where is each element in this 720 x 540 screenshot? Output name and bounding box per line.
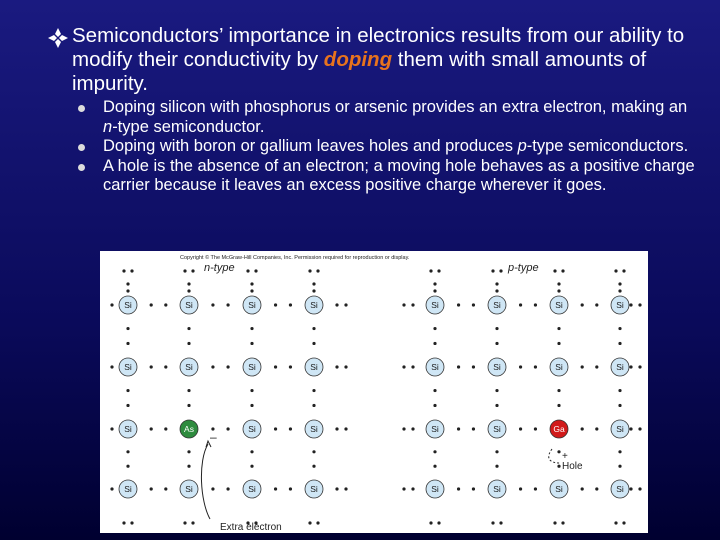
hole-label: Hole <box>562 461 583 472</box>
electron-dot <box>495 389 498 392</box>
electron-dot <box>472 487 475 490</box>
electron-arrow <box>201 444 210 519</box>
electron-dot <box>411 487 414 490</box>
atom-label: Si <box>616 424 624 435</box>
electron-dot <box>437 521 440 524</box>
electron-dot <box>316 269 319 272</box>
electron-dot <box>614 269 617 272</box>
electron-dot <box>164 427 167 430</box>
electron-dot <box>622 269 625 272</box>
electron-dot <box>289 365 292 368</box>
atom-label: Si <box>185 484 193 495</box>
electron-dot <box>618 465 621 468</box>
electron-dot <box>557 465 560 468</box>
copyright-notice: Copyright © The McGraw-Hill Companies, Inc. Permission required for reproduction or display. <box>180 255 410 261</box>
electron-dot <box>433 342 436 345</box>
electron-dot <box>126 450 129 453</box>
electron-dot <box>254 269 257 272</box>
electron-dot <box>289 427 292 430</box>
electron-dot <box>534 303 537 306</box>
electron-dot <box>226 427 229 430</box>
electron-dot <box>316 521 319 524</box>
n-type-lattice <box>110 269 347 524</box>
electron-dot <box>472 427 475 430</box>
electron-dot <box>191 269 194 272</box>
electron-dot <box>110 365 113 368</box>
electron-dot <box>433 327 436 330</box>
electron-dot <box>638 487 641 490</box>
electron-dot <box>335 487 338 490</box>
atom-label: Si <box>248 484 256 495</box>
hole-plus-sign: + <box>562 451 568 462</box>
electron-dot <box>618 404 621 407</box>
electron-dot <box>618 327 621 330</box>
electron-dot <box>495 404 498 407</box>
electron-dot <box>411 303 414 306</box>
electron-dot <box>183 269 186 272</box>
sub-bullet-text: Doping with boron or gallium leaves holes and produces <box>103 137 518 155</box>
electron-dot <box>622 521 625 524</box>
electron-dot <box>250 450 253 453</box>
sub-bullet-text-end: -type semiconductor. <box>112 117 265 136</box>
atom-label: Si <box>431 362 439 373</box>
electron-dot <box>250 389 253 392</box>
electron-dot <box>433 465 436 468</box>
electron-dot <box>499 521 502 524</box>
electron-dot <box>495 342 498 345</box>
electron-dot <box>491 521 494 524</box>
electron-dot <box>618 342 621 345</box>
electron-dot <box>629 303 632 306</box>
electron-dot <box>110 427 113 430</box>
electron-dot <box>187 450 190 453</box>
electron-dot <box>629 487 632 490</box>
electron-dot <box>411 427 414 430</box>
electron-dot <box>629 365 632 368</box>
electron-dot <box>250 465 253 468</box>
electron-dot <box>495 282 498 285</box>
electron-dot <box>581 303 584 306</box>
sub-bullet-text: A hole is the absence of an electron; a moving hole behaves as a positive charge carrier because it leaves an excess positive charge wherever it goes. <box>103 156 695 194</box>
electron-dot <box>312 465 315 468</box>
electron-dot <box>150 303 153 306</box>
electron-dot <box>164 365 167 368</box>
atom-label: Si <box>493 362 501 373</box>
electron-dot <box>557 327 560 330</box>
p-type-lattice <box>402 269 641 524</box>
atom-label: Si <box>431 300 439 311</box>
electron-dot <box>312 289 315 292</box>
p-type-title: p-type <box>508 262 539 274</box>
electron-dot <box>553 269 556 272</box>
electron-dot <box>126 282 129 285</box>
atom-label: Si <box>493 300 501 311</box>
electron-dot <box>638 427 641 430</box>
sub-bullet-list <box>76 98 696 196</box>
hole-annotation <box>549 449 583 472</box>
electron-dot <box>581 365 584 368</box>
electron-dot <box>191 521 194 524</box>
atom-label: Si <box>493 484 501 495</box>
electron-dot <box>472 303 475 306</box>
electron-dot <box>614 521 617 524</box>
extra-electron-label: Extra electron <box>220 522 282 533</box>
electron-dot <box>335 365 338 368</box>
electron-dot <box>557 404 560 407</box>
atom-label: Si <box>124 484 132 495</box>
electron-dot <box>130 521 133 524</box>
atom-label: Si <box>248 300 256 311</box>
extra-electron-annotation <box>201 430 281 533</box>
electron-dot <box>126 465 129 468</box>
electron-dot <box>226 487 229 490</box>
electron-dot <box>595 365 598 368</box>
sub-bullet-text-end: -type semiconductors. <box>526 137 689 155</box>
electron-dot <box>250 404 253 407</box>
atom-label: Si <box>555 362 563 373</box>
electron-dot <box>557 389 560 392</box>
electron-dot <box>312 342 315 345</box>
atom-label: Si <box>431 424 439 435</box>
electron-dot <box>187 342 190 345</box>
dopant-label: Ga <box>553 424 565 435</box>
electron-dot <box>402 365 405 368</box>
electron-dot <box>250 289 253 292</box>
electron-dot <box>429 521 432 524</box>
atom-label: Si <box>248 362 256 373</box>
electron-dot <box>411 365 414 368</box>
electron-dot <box>595 427 598 430</box>
sub-bullet-hole <box>76 157 696 196</box>
electron-dot <box>126 327 129 330</box>
dopant-label: As <box>184 424 194 435</box>
electron-dot <box>187 389 190 392</box>
electron-dot <box>183 521 186 524</box>
electron-dot <box>561 521 564 524</box>
electron-dot <box>495 450 498 453</box>
atom-label: Si <box>124 424 132 435</box>
electron-dot <box>110 303 113 306</box>
electron-dot <box>211 487 214 490</box>
electron-dot <box>457 365 460 368</box>
electron-dot <box>335 303 338 306</box>
electron-dot <box>335 427 338 430</box>
electron-dot <box>457 487 460 490</box>
electron-dot <box>312 404 315 407</box>
electron-dot <box>402 487 405 490</box>
electron-dot <box>557 342 560 345</box>
electron-dot <box>150 427 153 430</box>
electron-dot <box>126 404 129 407</box>
doping-lattice-figure <box>100 251 648 533</box>
electron-dot <box>618 450 621 453</box>
electron-dot <box>250 282 253 285</box>
main-bullet-text <box>72 24 702 96</box>
electron-dot <box>561 269 564 272</box>
electron-dot <box>211 365 214 368</box>
electron-dot <box>472 365 475 368</box>
electron-dot <box>433 282 436 285</box>
electron-dot <box>187 465 190 468</box>
electron-dot <box>495 327 498 330</box>
electron-dot <box>402 427 405 430</box>
electron-dot <box>433 404 436 407</box>
electron-dot <box>308 269 311 272</box>
electron-dot <box>581 487 584 490</box>
electron-dot <box>429 269 432 272</box>
atom-label: Si <box>616 484 624 495</box>
electron-dot <box>581 427 584 430</box>
electron-dot <box>126 289 129 292</box>
electron-dot <box>433 289 436 292</box>
electron-dot <box>457 303 460 306</box>
atom-label: Si <box>124 362 132 373</box>
electron-dot <box>557 282 560 285</box>
electron-minus-sign: – <box>210 430 217 444</box>
doping-emphasis: doping <box>323 48 393 71</box>
electron-dot <box>246 269 249 272</box>
electron-dot <box>211 303 214 306</box>
electron-dot <box>499 269 502 272</box>
atom-label: Si <box>310 484 318 495</box>
electron-dot <box>130 269 133 272</box>
lattice-diagram <box>100 251 648 533</box>
bullet-dot-icon <box>78 105 85 112</box>
electron-dot <box>226 365 229 368</box>
electron-dot <box>274 427 277 430</box>
electron-dot <box>187 289 190 292</box>
electron-dot <box>618 282 621 285</box>
sub-bullet-text: Doping silicon with phosphorus or arsenic provides an extra electron, making an <box>103 98 688 116</box>
atom-label: Si <box>555 484 563 495</box>
electron-dot <box>289 303 292 306</box>
main-text-after: them with small amounts of impurity. <box>72 48 647 95</box>
atom-label: Si <box>431 484 439 495</box>
electron-dot <box>344 487 347 490</box>
electron-dot <box>519 365 522 368</box>
electron-dot <box>312 282 315 285</box>
electron-dot <box>638 303 641 306</box>
electron-dot <box>110 487 113 490</box>
sub-bullet-italic: p <box>517 137 527 155</box>
electron-dot <box>164 303 167 306</box>
bullet-dot-icon <box>78 144 85 151</box>
electron-dot <box>433 450 436 453</box>
electron-dot <box>187 404 190 407</box>
electron-dot <box>534 365 537 368</box>
electron-dot <box>638 365 641 368</box>
electron-dot <box>164 487 167 490</box>
electron-dot <box>122 521 125 524</box>
atom-label: Si <box>555 300 563 311</box>
sub-bullet-p-type <box>76 137 696 157</box>
electron-dot <box>553 521 556 524</box>
electron-dot <box>519 303 522 306</box>
diamond-bullet-icon <box>46 26 70 50</box>
electron-dot <box>250 342 253 345</box>
atom-label: Si <box>124 300 132 311</box>
atom-label: Si <box>185 300 193 311</box>
electron-dot <box>491 269 494 272</box>
electron-dot <box>344 303 347 306</box>
electron-dot <box>344 365 347 368</box>
electron-dot <box>557 450 560 453</box>
electron-dot <box>519 427 522 430</box>
electron-dot <box>344 427 347 430</box>
electron-dot <box>595 303 598 306</box>
electron-dot <box>629 427 632 430</box>
electron-dot <box>495 465 498 468</box>
n-type-title: n-type <box>204 262 235 274</box>
electron-dot <box>618 289 621 292</box>
bullet-dot-icon <box>78 164 85 171</box>
electron-dot <box>433 389 436 392</box>
electron-dot <box>312 389 315 392</box>
electron-dot <box>618 389 621 392</box>
electron-dot <box>402 303 405 306</box>
electron-dot <box>274 487 277 490</box>
electron-dot <box>226 303 229 306</box>
electron-dot <box>274 365 277 368</box>
electron-dot <box>495 289 498 292</box>
electron-dot <box>126 342 129 345</box>
electron-dot <box>187 282 190 285</box>
electron-dot <box>122 269 125 272</box>
atom-label: Si <box>248 424 256 435</box>
electron-dot <box>308 521 311 524</box>
electron-dot <box>274 303 277 306</box>
atom-label: Si <box>616 362 624 373</box>
electron-dot <box>557 289 560 292</box>
electron-dot <box>519 487 522 490</box>
atom-label: Si <box>310 424 318 435</box>
electron-dot <box>250 327 253 330</box>
electron-dot <box>150 365 153 368</box>
atom-label: Si <box>310 300 318 311</box>
electron-dot <box>534 427 537 430</box>
atom-label: Si <box>185 362 193 373</box>
electron-dot <box>289 487 292 490</box>
electron-dot <box>312 450 315 453</box>
sub-bullet-italic: n <box>103 117 113 136</box>
electron-dot <box>312 327 315 330</box>
electron-dot <box>187 327 190 330</box>
electron-dot <box>126 389 129 392</box>
atom-label: Si <box>493 424 501 435</box>
atom-label: Si <box>616 300 624 311</box>
electron-dot <box>595 487 598 490</box>
electron-dot <box>437 269 440 272</box>
electron-dot <box>534 487 537 490</box>
electron-dot <box>457 427 460 430</box>
sub-bullet-n-type <box>76 98 696 137</box>
atom-label: Si <box>310 362 318 373</box>
electron-dot <box>150 487 153 490</box>
main-text-before: Semiconductors’ importance in electronics results from our ability to modify their conductivity by <box>72 24 685 71</box>
